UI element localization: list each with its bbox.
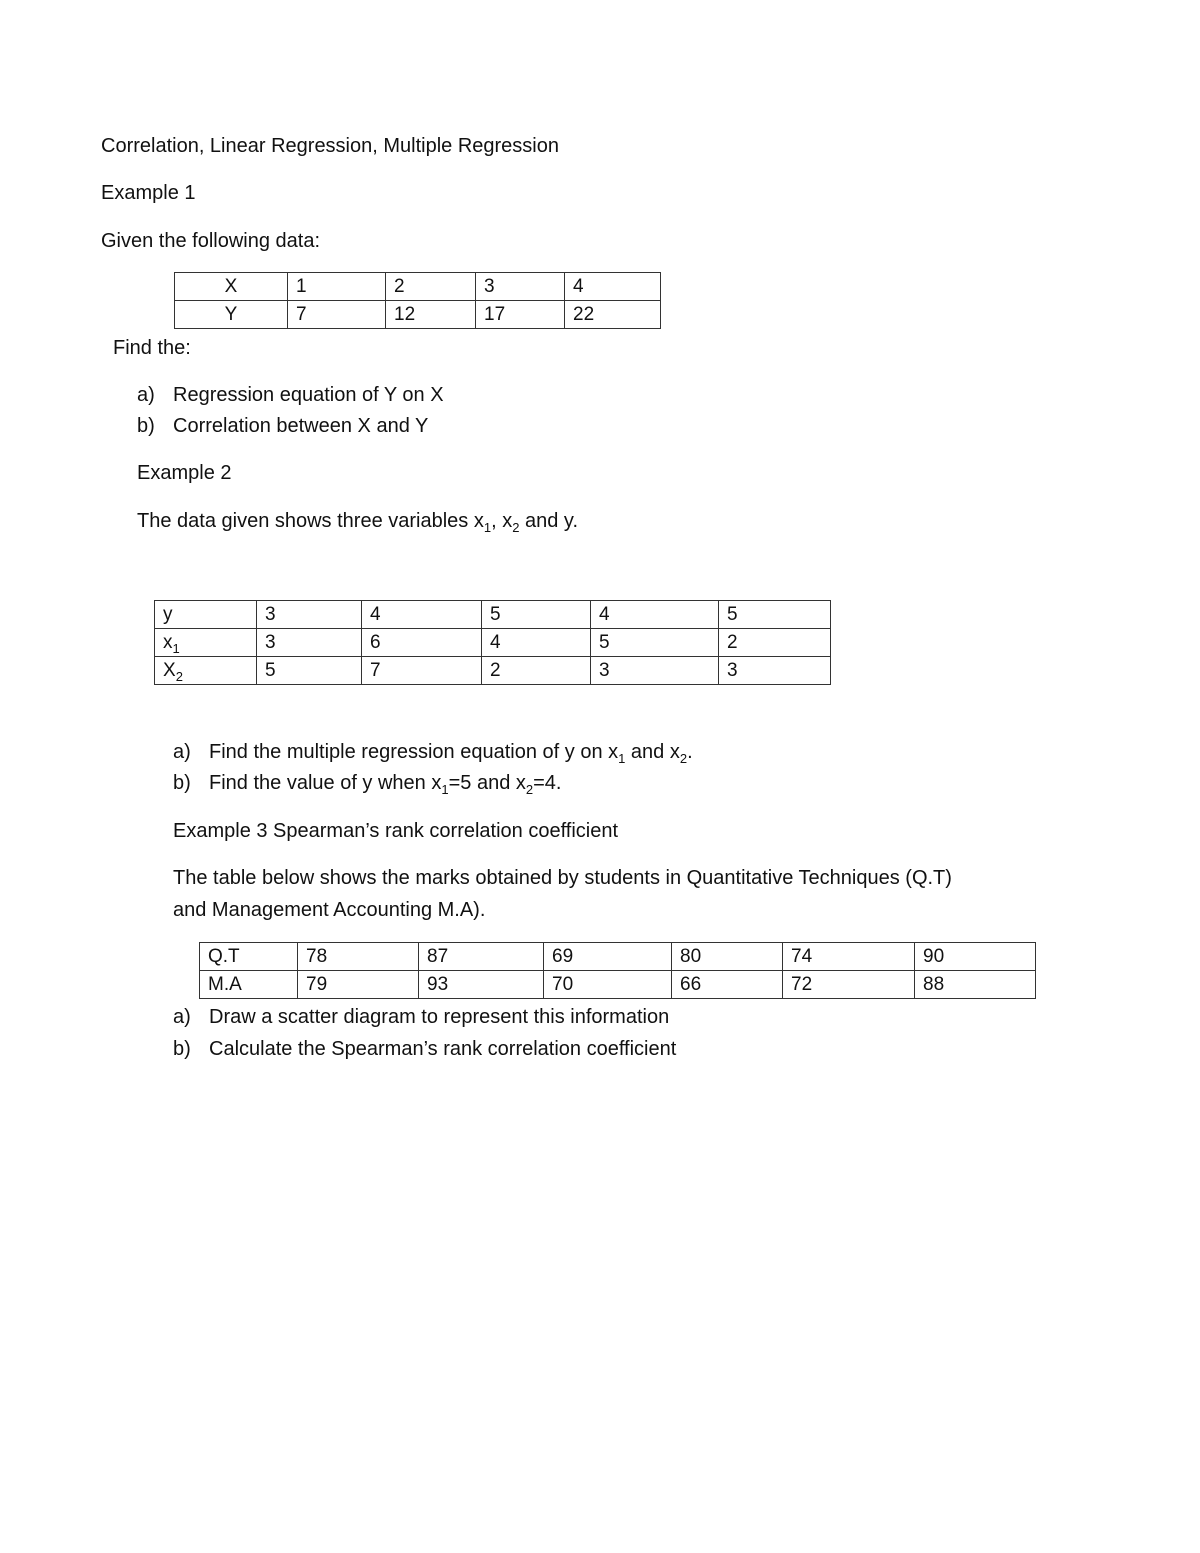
question-text: Calculate the Spearman’s rank correlation coefficient	[209, 1038, 677, 1060]
table-cell: 66	[672, 971, 783, 999]
table-cell: 2	[482, 657, 591, 685]
table-cell: 5	[482, 601, 591, 629]
row-label-cell: y	[155, 601, 257, 629]
table-cell: 80	[672, 943, 783, 971]
table-cell: 74	[783, 943, 915, 971]
row-label-cell: $x_1$	[155, 629, 257, 657]
example2-heading: Example 2	[137, 462, 232, 484]
table-cell: 12	[386, 301, 476, 329]
table-cell: 87	[419, 943, 544, 971]
example2-intro: The data given shows three variables $x_1$, $x_2$ and y.	[137, 510, 579, 535]
table-cell: 78	[298, 943, 419, 971]
x-header-cell: X	[175, 273, 288, 301]
table-cell: 4	[591, 601, 719, 629]
table-cell: 2	[719, 629, 831, 657]
table-cell: 79	[298, 971, 419, 999]
table-cell: 6	[362, 629, 482, 657]
example1-question-b	[137, 414, 428, 438]
table-cell: 69	[544, 943, 672, 971]
example3-intro-line1: The table below shows the marks obtained by students in Quantitative Techniques (Q.T)	[173, 867, 952, 889]
table-cell: 4	[362, 601, 482, 629]
table-cell: 72	[783, 971, 915, 999]
question-label: a)	[137, 384, 155, 406]
table-cell: 7	[288, 301, 386, 329]
table-cell: 17	[476, 301, 565, 329]
table-cell: 22	[565, 301, 661, 329]
table-cell: 3	[257, 629, 362, 657]
example3-table	[199, 942, 1036, 999]
example1-intro: Given the following data:	[101, 230, 321, 252]
table-cell: 5	[591, 629, 719, 657]
table-row	[175, 273, 661, 301]
question-text: Draw a scatter diagram to represent this information	[209, 1006, 670, 1028]
table-cell: 3	[591, 657, 719, 685]
table-cell: 7	[362, 657, 482, 685]
table-cell: 3	[257, 601, 362, 629]
question-label: b)	[173, 1038, 191, 1060]
y-header-cell: Y	[175, 301, 288, 329]
example2-question-b: b) Find the value of y when $x_1=5$ and $x_2=4$.	[173, 772, 562, 797]
table-row	[200, 971, 1036, 999]
table-cell: 4	[482, 629, 591, 657]
table-cell: 90	[915, 943, 1036, 971]
table-cell: 3	[719, 657, 831, 685]
example2-table	[154, 600, 831, 685]
table-row	[155, 601, 831, 629]
table-cell: 70	[544, 971, 672, 999]
table-cell: 93	[419, 971, 544, 999]
table-cell: 5	[719, 601, 831, 629]
table-cell: 2	[386, 273, 476, 301]
example1-question-a	[137, 383, 444, 407]
table-cell: 1	[288, 273, 386, 301]
question-label: a)	[173, 1006, 191, 1028]
question-text: Regression equation of Y on X	[173, 384, 444, 406]
example2-question-a: a) Find the multiple regression equation of y on $x_1$ and $x_2$.	[173, 741, 693, 766]
question-label: b)	[173, 772, 191, 794]
page-title: Correlation, Linear Regression, Multiple Regression	[101, 135, 559, 157]
example3-intro-line2: and Management Accounting M.A).	[173, 899, 486, 921]
qt-label-cell: Q.T	[200, 943, 298, 971]
table-row	[155, 657, 831, 685]
table-cell: 4	[565, 273, 661, 301]
table-row	[175, 301, 661, 329]
question-text: Correlation between X and Y	[173, 415, 429, 437]
table-cell: 3	[476, 273, 565, 301]
question-label: b)	[137, 415, 155, 437]
table-row	[200, 943, 1036, 971]
example3-question-a	[173, 1005, 669, 1029]
find-label: Find the:	[113, 337, 191, 359]
example3-heading: Example 3 Spearman’s rank correlation coefficient	[173, 820, 619, 842]
table-row	[155, 629, 831, 657]
table-cell: 88	[915, 971, 1036, 999]
ma-label-cell: M.A	[200, 971, 298, 999]
row-label-cell: $X_2$	[155, 657, 257, 685]
table-cell: 5	[257, 657, 362, 685]
example1-table	[174, 272, 661, 329]
example1-heading: Example 1	[101, 182, 196, 204]
example3-question-b	[173, 1037, 676, 1061]
question-label: a)	[173, 741, 191, 763]
